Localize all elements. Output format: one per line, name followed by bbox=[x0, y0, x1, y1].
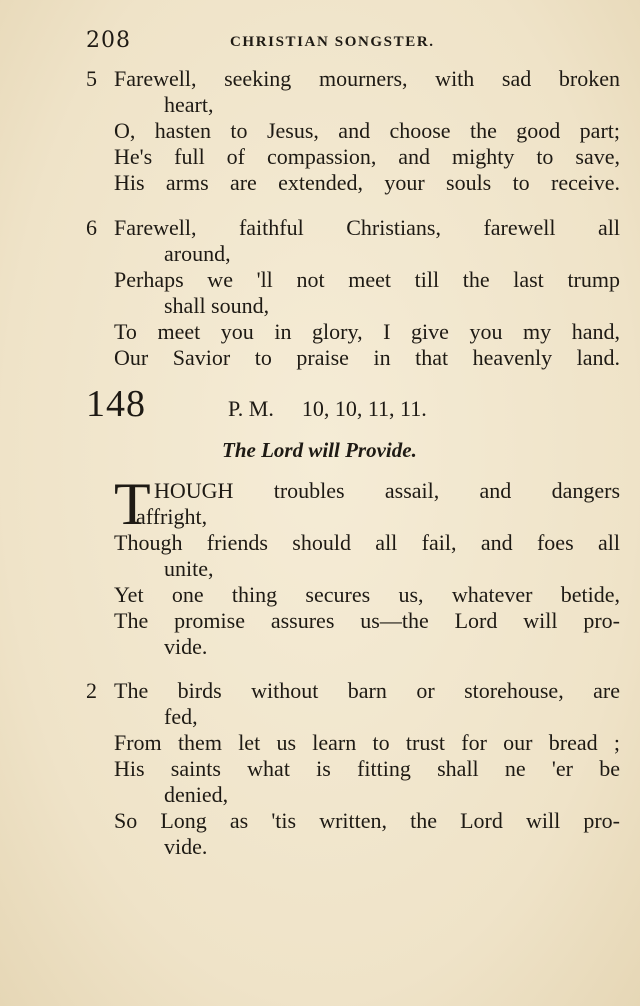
verse-line bbox=[86, 808, 620, 834]
verse-line bbox=[86, 756, 620, 782]
verse-line bbox=[86, 504, 620, 530]
drop-cap: T bbox=[114, 471, 151, 537]
page-number: 208 bbox=[86, 28, 131, 53]
stanza-1 bbox=[86, 471, 620, 660]
verse-text: O, hasten to Jesus, and choose the good part; bbox=[114, 118, 620, 143]
verse-line bbox=[86, 834, 620, 860]
verse-line bbox=[86, 118, 620, 144]
verse-text: The promise assures us—the Lord will pro- bbox=[114, 608, 620, 633]
verse-text: vide. bbox=[164, 634, 208, 659]
hymn-number: 148 bbox=[86, 383, 146, 425]
verse-line bbox=[86, 66, 620, 92]
verse-text: fed, bbox=[164, 704, 198, 729]
verse-text: To meet you in glory, I give you my hand, bbox=[114, 319, 620, 344]
verse-line bbox=[86, 582, 620, 608]
stanza-6 bbox=[86, 215, 620, 371]
verse-line bbox=[86, 241, 620, 267]
verse-text: So Long as 'tis written, the Lord will pro- bbox=[114, 808, 620, 833]
running-head: CHRISTIAN SONGSTER. bbox=[230, 34, 435, 50]
verse-text: Farewell, seeking mourners, with sad broken bbox=[114, 66, 620, 91]
verse-line bbox=[86, 215, 620, 241]
stanza-number: 6 bbox=[86, 215, 97, 240]
verse-text: around, bbox=[164, 241, 231, 266]
verse-line bbox=[86, 678, 620, 704]
verse-text: shall sound, bbox=[164, 293, 270, 318]
verse-text: HOUGH troubles assail, and dangers bbox=[154, 478, 620, 503]
verse-text: The birds without barn or storehouse, are bbox=[114, 678, 620, 703]
stanza-5 bbox=[86, 66, 620, 196]
verse-line bbox=[86, 530, 620, 556]
verse-line bbox=[86, 608, 620, 634]
hymn-meter bbox=[228, 396, 427, 422]
verse-line bbox=[86, 634, 620, 660]
meter-label: P. M. bbox=[228, 396, 274, 421]
hymn-title: The Lord will Provide. bbox=[222, 438, 417, 462]
verse-text: He's full of compassion, and mighty to save, bbox=[114, 144, 620, 169]
verse-line bbox=[86, 556, 620, 582]
verse-text: vide. bbox=[164, 834, 208, 859]
verse-line bbox=[86, 92, 620, 118]
verse-text: Though friends should all fail, and foes all bbox=[114, 530, 620, 555]
verse-text: His saints what is fitting shall ne 'er be bbox=[114, 756, 620, 781]
verse-text: Our Savior to praise in that heavenly land. bbox=[114, 345, 620, 370]
page-header bbox=[86, 28, 620, 58]
verse-line bbox=[86, 319, 620, 345]
verse-line bbox=[86, 478, 620, 504]
verse-line bbox=[86, 345, 620, 371]
stanza-number: 2 bbox=[86, 678, 97, 703]
verse-line bbox=[86, 267, 620, 293]
verse-line bbox=[86, 782, 620, 808]
meter-value: 10, 10, 11, 11. bbox=[301, 396, 427, 421]
verse-text: His arms are extended, your souls to receive. bbox=[114, 170, 620, 195]
verse-line bbox=[86, 144, 620, 170]
stanza-2 bbox=[86, 678, 620, 860]
verse-line bbox=[86, 170, 620, 196]
verse-text: unite, bbox=[164, 556, 214, 581]
stanza-number: 5 bbox=[86, 66, 97, 91]
verse-text: From them let us learn to trust for our bread ; bbox=[114, 730, 620, 755]
verse-text: affright, bbox=[136, 504, 208, 529]
verse-text: heart, bbox=[164, 92, 214, 117]
verse-line bbox=[86, 293, 620, 319]
verse-text: Yet one thing secures us, whatever betide, bbox=[114, 582, 620, 607]
verse-text: Farewell, faithful Christians, farewell all bbox=[114, 215, 620, 240]
verse-line bbox=[86, 730, 620, 756]
verse-line bbox=[86, 704, 620, 730]
verse-text: denied, bbox=[164, 782, 229, 807]
verse-text: Perhaps we 'll not meet till the last trump bbox=[114, 267, 620, 292]
